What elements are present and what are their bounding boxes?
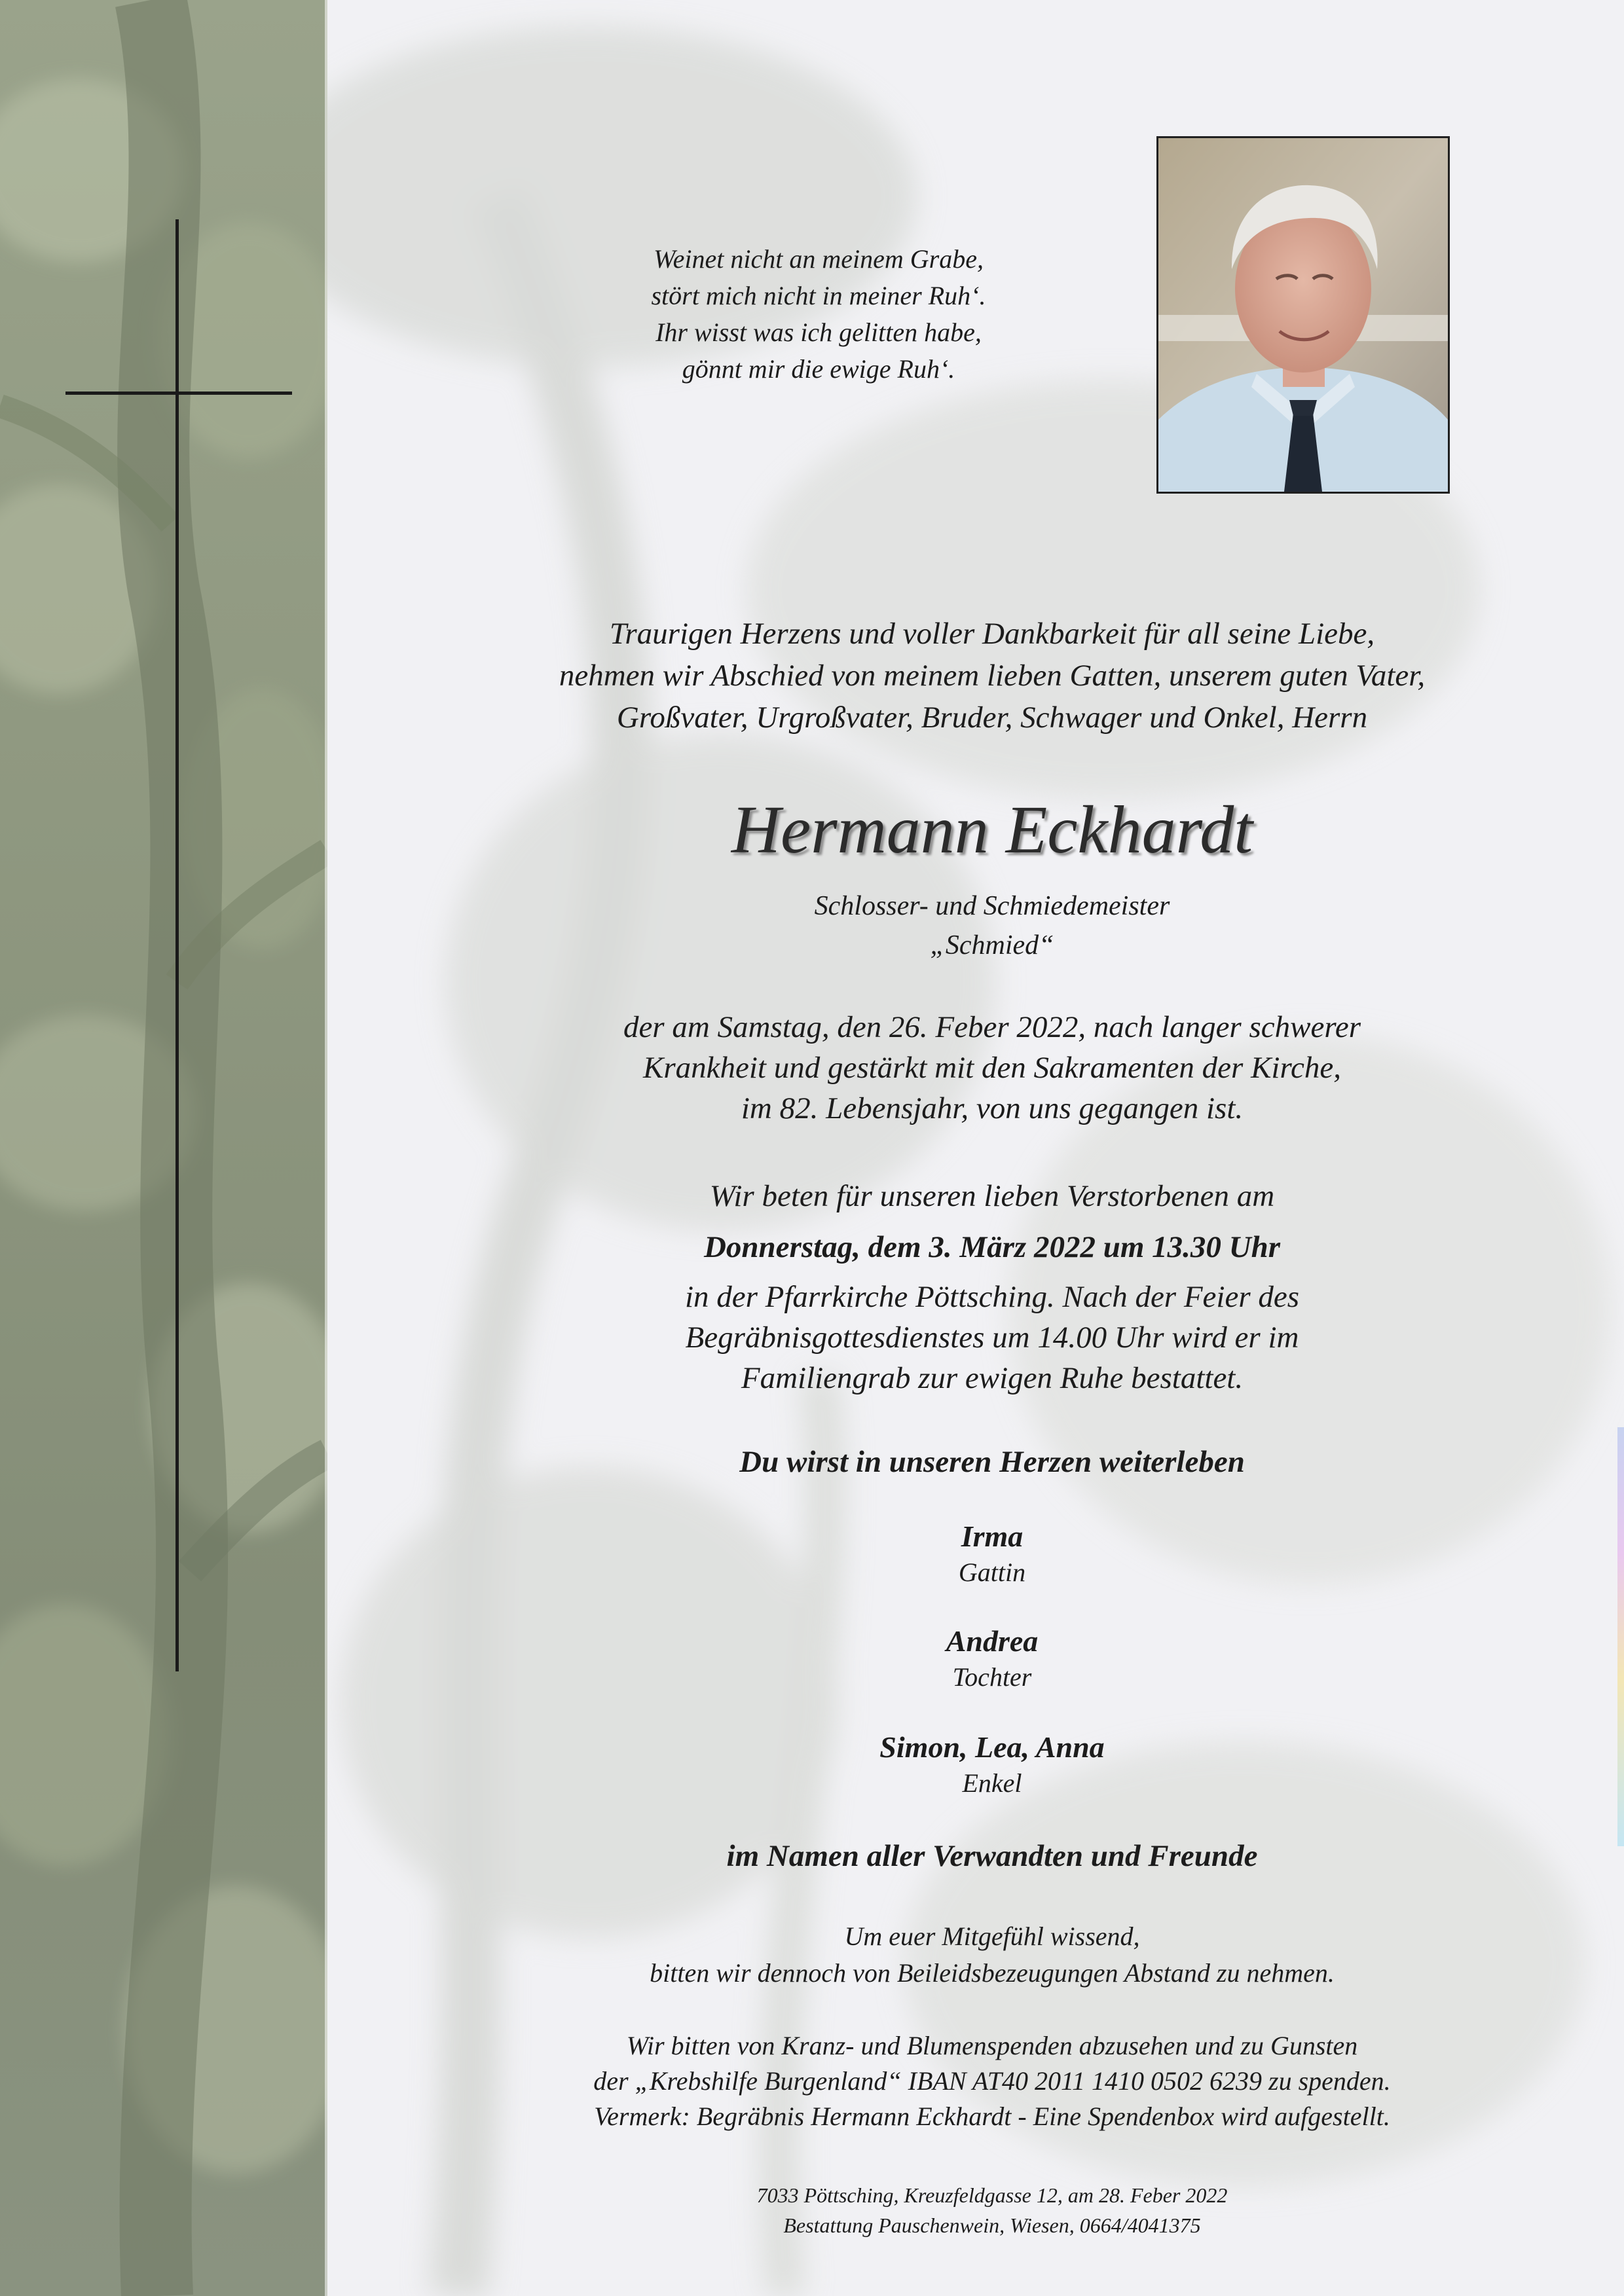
- mourner-relation: Gattin: [958, 1558, 1026, 1587]
- condolence-line: bitten wir dennoch von Beileidsbezeugungen Abstand zu nehmen.: [650, 1958, 1335, 1988]
- motto-line: Weinet nicht an meinem Grabe,: [654, 244, 984, 274]
- condolence-line: Um euer Mitgefühl wissend,: [844, 1922, 1140, 1951]
- intro-line: nehmen wir Abschied von meinem lieben Gatten, unserem guten Vater,: [559, 659, 1426, 693]
- donation-line: Vermerk: Begräbnis Hermann Eckhardt - Eine Spendenbox wird aufgestellt.: [594, 2102, 1390, 2131]
- footer: [458, 2180, 1526, 2240]
- family-line: im Namen aller Verwandten und Freunde: [726, 1839, 1258, 1873]
- scan-color-strip: [1617, 1427, 1624, 1846]
- motto-poem: [458, 241, 1179, 388]
- intro-text: [393, 613, 1591, 738]
- motto-line: stört mich nicht in meiner Ruh‘.: [651, 281, 986, 310]
- mourner-entry: [655, 1622, 1329, 1694]
- mourner-name: Simon, Lea, Anna: [879, 1730, 1105, 1764]
- donation-line: Wir bitten von Kranz- und Blumenspenden abzusehen und zu Gunsten: [626, 2031, 1358, 2060]
- mourner-relation: Enkel: [962, 1768, 1022, 1798]
- funeral-line: Begräbnisgottesdienstes um 14.00 Uhr wird er im: [685, 1321, 1299, 1355]
- service-date-time: Donnerstag, dem 3. März 2022 um 13.30 Uhr: [703, 1230, 1281, 1264]
- funeral-line: Familiengrab zur ewigen Ruhe bestattet.: [741, 1361, 1244, 1395]
- mourner-relation: Tochter: [952, 1662, 1032, 1692]
- panel-edge: [325, 0, 327, 2296]
- profession: Schlosser- und Schmiedemeister: [814, 891, 1170, 921]
- mourner-name: Andrea: [946, 1624, 1039, 1658]
- footer-address: 7033 Pöttsching, Kreuzfeldgasse 12, am 28. Feber 2022: [756, 2183, 1228, 2207]
- death-line: der am Samstag, den 26. Feber 2022, nach langer schwerer: [623, 1010, 1361, 1044]
- intro-line: Traurigen Herzens und voller Dankbarkeit für all seine Liebe,: [609, 617, 1375, 651]
- donation-note: [393, 2028, 1591, 2134]
- deceased-name: Hermann Eckhardt: [731, 792, 1253, 867]
- motto-line: gönnt mir die ewige Ruh‘.: [682, 354, 955, 384]
- nickname: „Schmied“: [930, 930, 1054, 960]
- mourner-entry: [655, 1518, 1329, 1590]
- motto-line: Ihr wisst was ich gelitten habe,: [655, 318, 982, 347]
- deceased-title: [458, 886, 1526, 965]
- footer-undertaker: Bestattung Pauschenwein, Wiesen, 0664/4041375: [783, 2214, 1201, 2237]
- death-line: Krankheit und gestärkt mit den Sakramenten der Kirche,: [642, 1051, 1341, 1085]
- funeral-line: in der Pfarrkirche Pöttsching. Nach der Feier des: [684, 1280, 1300, 1314]
- intro-line: Großvater, Urgroßvater, Bruder, Schwager und Onkel, Herrn: [616, 701, 1368, 735]
- donation-line: der „Krebshilfe Burgenland“ IBAN AT40 2011 1410 0502 6239 zu spenden.: [593, 2066, 1391, 2096]
- death-line: im 82. Lebensjahr, von uns gegangen ist.: [741, 1091, 1244, 1125]
- mourner-name: Irma: [961, 1520, 1024, 1553]
- portrait-photo: [1156, 136, 1450, 494]
- death-notice: [393, 1007, 1591, 1129]
- prayer-intro: Wir beten für unseren lieben Verstorbenen am: [709, 1179, 1275, 1213]
- mourner-entry: [655, 1728, 1329, 1800]
- cross-symbol: [65, 219, 292, 1671]
- funeral-details: [393, 1277, 1591, 1398]
- remembrance-line: Du wirst in unseren Herzen weiterleben: [739, 1445, 1245, 1479]
- condolence-note: [393, 1918, 1591, 1992]
